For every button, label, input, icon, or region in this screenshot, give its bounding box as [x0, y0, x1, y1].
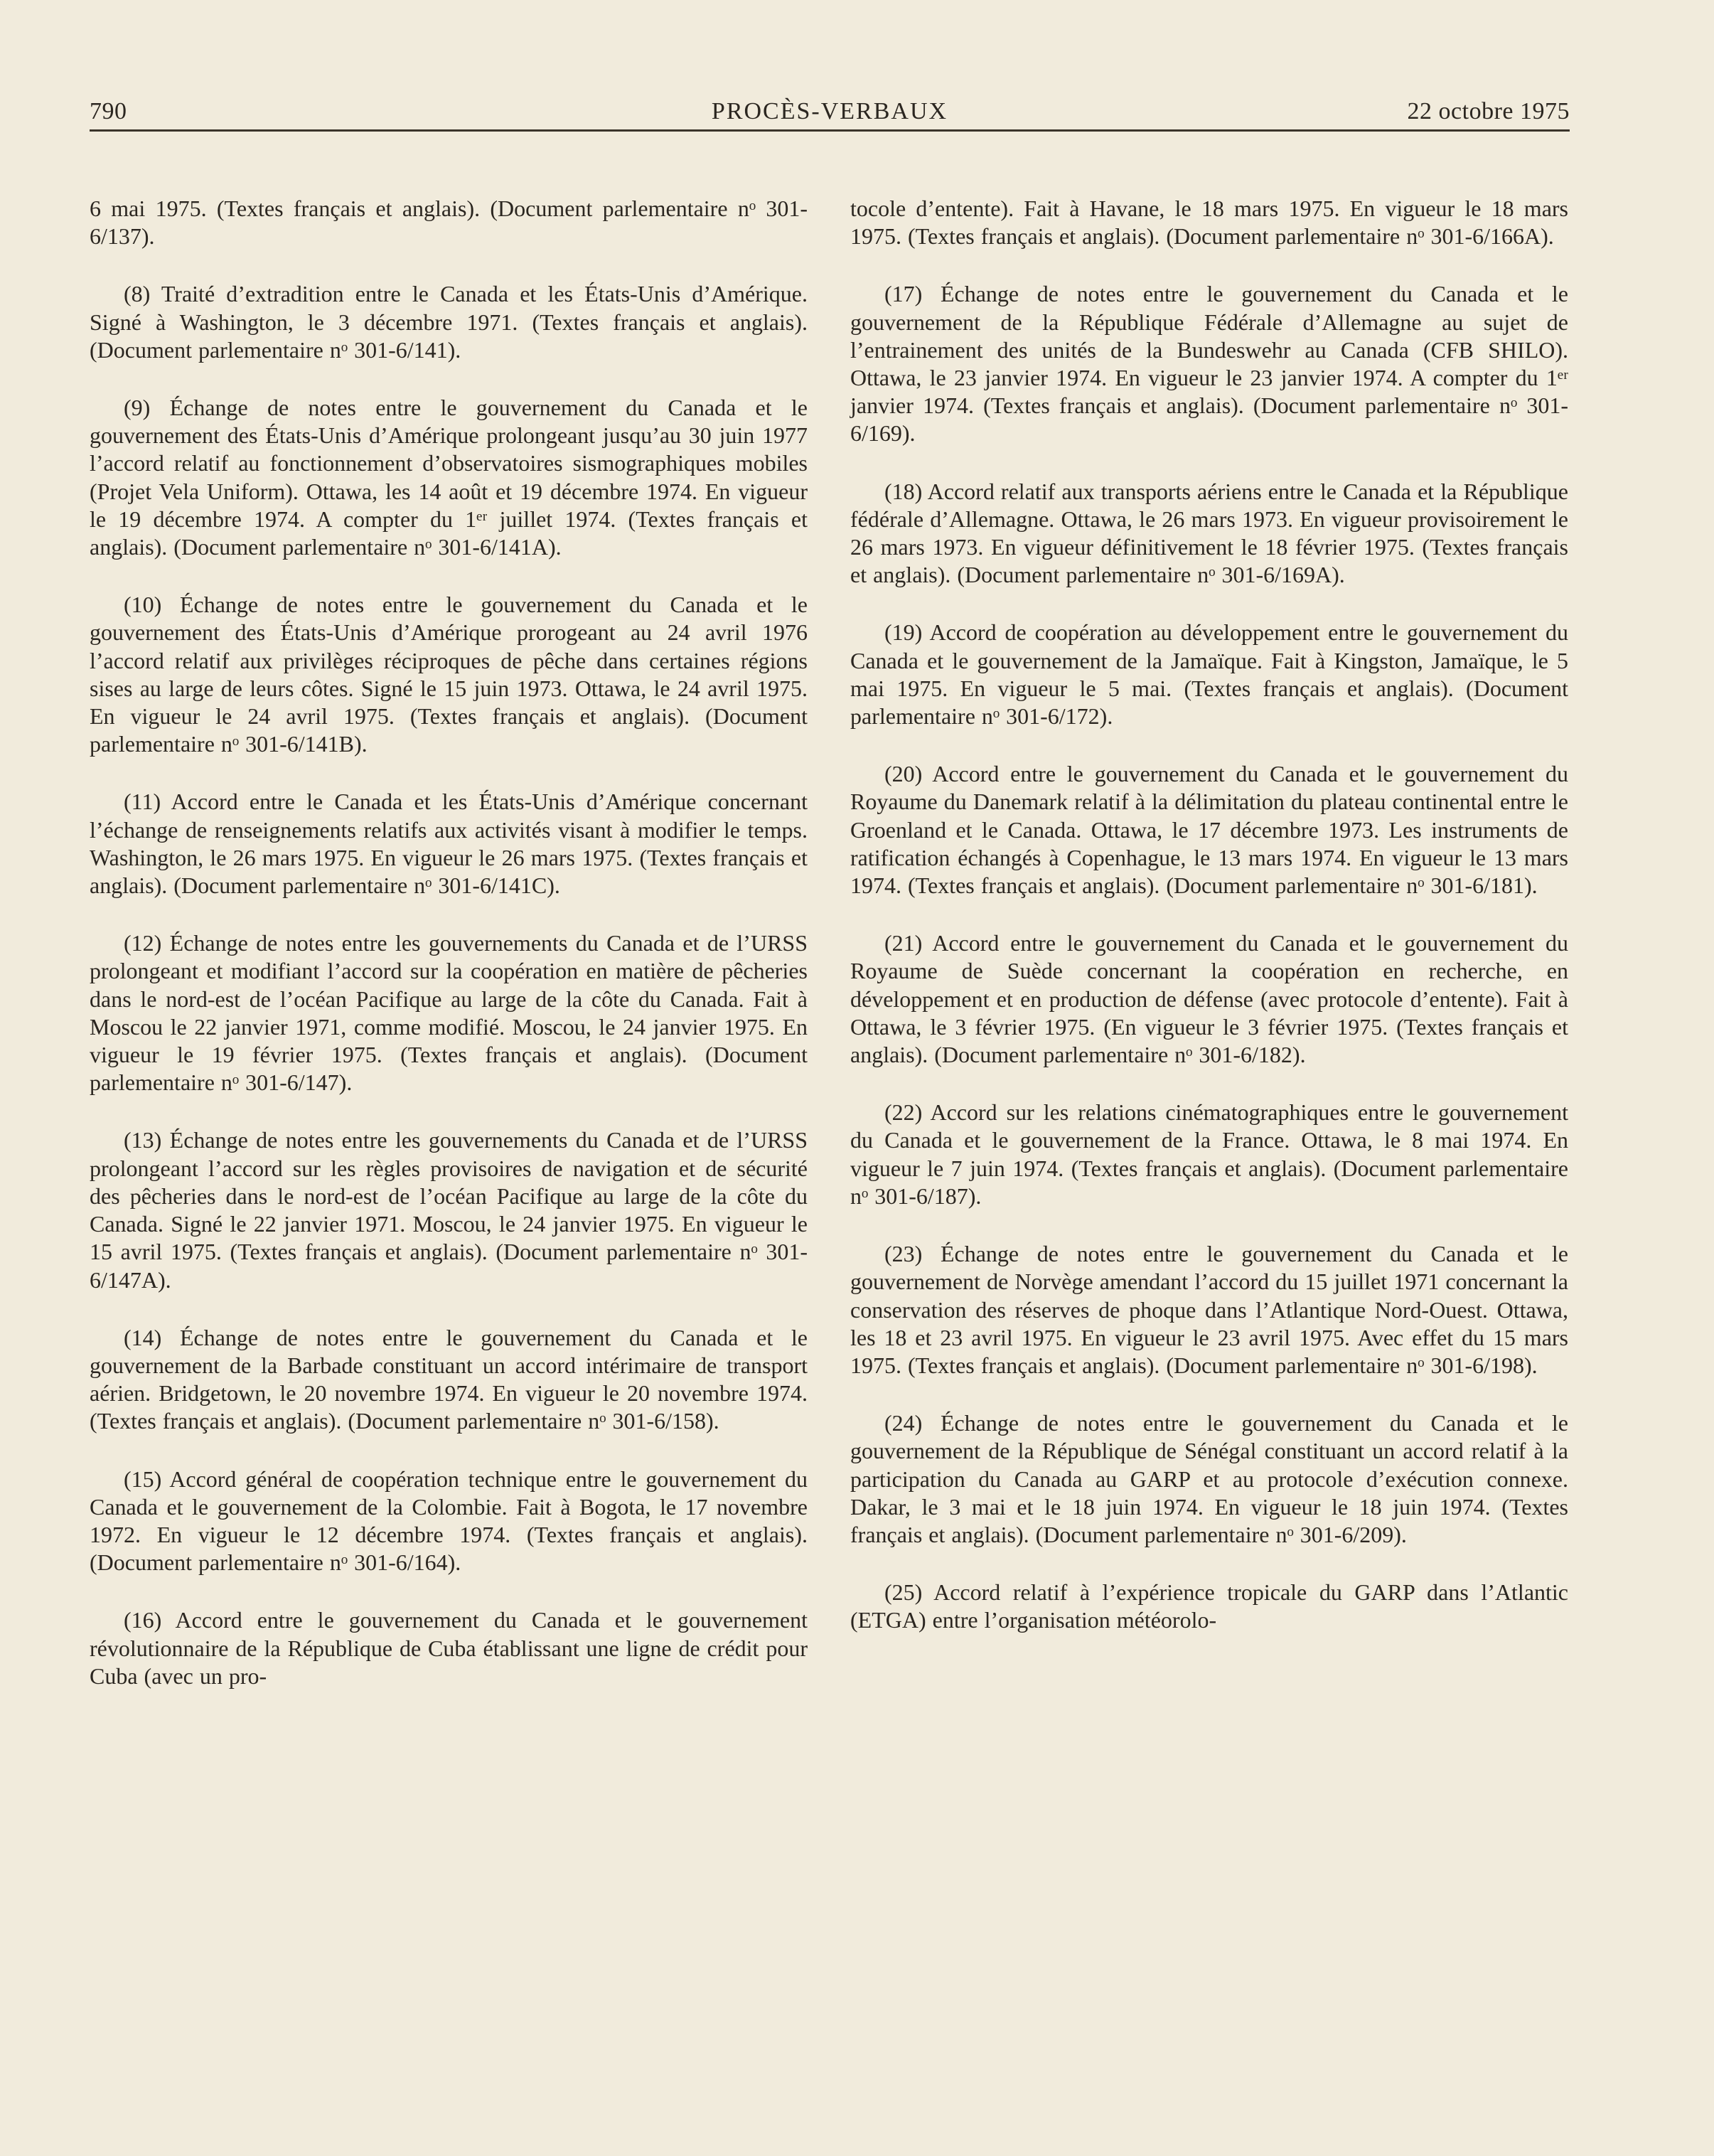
paragraph-item-16-continued: tocole d’entente). Fait à Havane, le 18 mars 1975. En vigueur le 18 mars 1975. (Textes français et anglais). (Document parlementaire nᵒ 301-6/166A). [850, 196, 1568, 250]
paragraph-item-25: (25) Accord relatif à l’expérience tropicale du GARP dans l’Atlantic (ETGA) entre l’organisation météorolo- [850, 1579, 1568, 1633]
paragraph-item-21: (21) Accord entre le gouvernement du Canada et le gouvernement du Royaume de Suède concernant la coopération en recherche, en développement et en production de défense (avec protocole d’entente). Fait à Ottawa, le 3 février 1975. (En vigueur le 3 février 1975. (Textes français et anglais). (Document parlementaire nᵒ 301-6/182). [850, 930, 1568, 1068]
page-number: 790 [90, 98, 127, 124]
paragraph-item-12: (12) Échange de notes entre les gouvernements du Canada et de l’URSS prolongeant et modifiant l’accord sur la coopération en matière de pêcheries dans le nord-est de l’océan Pacifique au large de la côte du Canada. Fait à Moscou le 22 janvier 1971, comme modifié. Moscou, le 24 janvier 1975. En vigueur le 19 février 1975. (Textes français et anglais). (Document parlementaire nᵒ 301-6/147). [90, 930, 808, 1096]
header-date: 22 octobre 1975 [1407, 98, 1570, 124]
paragraph-item-13: (13) Échange de notes entre les gouvernements du Canada et de l’URSS prolongeant l’accord sur les règles provisoires de navigation et de sécurité des pêcheries dans le nord-est de l’océan Pacifique au large de la côte du Canada. Signé le 22 janvier 1971. Moscou, le 24 janvier 1975. En vigueur le 15 avril 1975. (Textes français et anglais). (Document parlementaire nᵒ 301-6/147A). [90, 1127, 808, 1293]
paragraph-continued: 6 mai 1975. (Textes français et anglais). (Document parlementaire nᵒ 301-6/137). [90, 196, 808, 250]
paragraph-item-9: (9) Échange de notes entre le gouvernement du Canada et le gouvernement des États-Unis d’Amérique prolongeant jusqu’au 30 juin 1977 l’accord relatif au fonctionnement d’observatoires sismographiques mobiles (Projet Vela Uniform). Ottawa, les 14 août et 19 décembre 1974. En vigueur le 19 décembre 1974. A compter du 1ᵉʳ juillet 1974. (Textes français et anglais). (Document parlementaire nᵒ 301-6/141A). [90, 395, 808, 560]
paragraph-item-16: (16) Accord entre le gouvernement du Canada et le gouvernement révolutionnaire de la République de Cuba établissant une ligne de crédit pour Cuba (avec un pro- [90, 1607, 808, 1689]
paragraph-item-14: (14) Échange de notes entre le gouvernement du Canada et le gouvernement de la Barbade constituant un accord intérimaire de transport aérien. Bridgetown, le 20 novembre 1974. En vigueur le 20 novembre 1974. (Textes français et anglais). (Document parlementaire nᵒ 301-6/158). [90, 1324, 808, 1434]
paragraph-item-22: (22) Accord sur les relations cinématographiques entre le gouvernement du Canada et le gouvernement de la France. Ottawa, le 8 mai 1974. En vigueur le 7 juin 1974. (Textes français et anglais). (Document parlementaire nᵒ 301-6/187). [850, 1099, 1568, 1209]
page-title: PROCÈS-VERBAUX [711, 98, 948, 124]
page-header [90, 94, 1570, 132]
right-column [850, 195, 1568, 1635]
paragraph-item-20: (20) Accord entre le gouvernement du Canada et le gouvernement du Royaume du Danemark relatif à la délimitation du plateau continental entre le Groenland et le Canada. Ottawa, le 17 décembre 1973. Les instruments de ratification échangés à Copenhague, le 13 mars 1974. En vigueur le 13 mars 1974. (Textes français et anglais). (Document parlementaire nᵒ 301-6/181). [850, 761, 1568, 899]
paragraph-item-24: (24) Échange de notes entre le gouvernement du Canada et le gouvernement de la République de Sénégal constituant un accord relatif à la participation du Canada au GARP et au protocole d’exécution connexe. Dakar, le 3 mai et le 18 juin 1974. En vigueur le 18 juin 1974. (Textes français et anglais). (Document parlementaire nᵒ 301-6/209). [850, 1410, 1568, 1547]
left-column [90, 195, 808, 1690]
paragraph-item-23: (23) Échange de notes entre le gouvernement du Canada et le gouvernement de Norvège amendant l’accord du 15 juillet 1971 concernant la conservation des réserves de phoque dans l’Atlantique Nord-Ouest. Ottawa, les 18 et 23 avril 1975. En vigueur le 23 avril 1975. Avec effet du 15 mars 1975. (Textes français et anglais). (Document parlementaire nᵒ 301-6/198). [850, 1241, 1568, 1378]
paragraph-item-17: (17) Échange de notes entre le gouvernement du Canada et le gouvernement de la République Fédérale d’Allemagne au sujet de l’entrainement des unités de la Bundeswehr au Canada (CFB SHILO). Ottawa, le 23 janvier 1974. En vigueur le 23 janvier 1974. A compter du 1ᵉʳ janvier 1974. (Textes français et anglais). (Document parlementaire nᵒ 301-6/169). [850, 281, 1568, 447]
paragraph-item-8: (8) Traité d’extradition entre le Canada et les États-Unis d’Amérique. Signé à Washington, le 3 décembre 1971. (Textes français et anglais). (Document parlementaire nᵒ 301-6/141). [90, 281, 808, 363]
paragraph-item-18: (18) Accord relatif aux transports aériens entre le Canada et la République fédérale d’Allemagne. Ottawa, le 26 mars 1973. En vigueur provisoirement le 26 mars 1973. En vigueur définitivement le 18 février 1975. (Textes français et anglais). (Document parlementaire nᵒ 301-6/169A). [850, 478, 1568, 588]
paragraph-item-19: (19) Accord de coopération au développement entre le gouvernement du Canada et le gouvernement de la Jamaïque. Fait à Kingston, Jamaïque, le 5 mai 1975. En vigueur le 5 mai. (Textes français et anglais). (Document parlementaire nᵒ 301-6/172). [850, 619, 1568, 730]
paragraph-item-10: (10) Échange de notes entre le gouvernement du Canada et le gouvernement des États-Unis d’Amérique prorogeant au 24 avril 1976 l’accord relatif aux privilèges réciproques de pêche dans certaines régions sises au large de leurs côtes. Signé le 15 juin 1973. Ottawa, le 24 avril 1975. En vigueur le 24 avril 1975. (Textes français et anglais). (Document parlementaire nᵒ 301-6/141B). [90, 592, 808, 757]
paragraph-item-11: (11) Accord entre le Canada et les États-Unis d’Amérique concernant l’échange de renseignements relatifs aux activités visant à modifier le temps. Washington, le 26 mars 1975. En vigueur le 26 mars 1975. (Textes français et anglais). (Document parlementaire nᵒ 301-6/141C). [90, 789, 808, 899]
paragraph-item-15: (15) Accord général de coopération technique entre le gouvernement du Canada et le gouvernement de la Colombie. Fait à Bogota, le 17 novembre 1972. En vigueur le 12 décembre 1974. (Textes français et anglais). (Document parlementaire nᵒ 301-6/164). [90, 1466, 808, 1576]
